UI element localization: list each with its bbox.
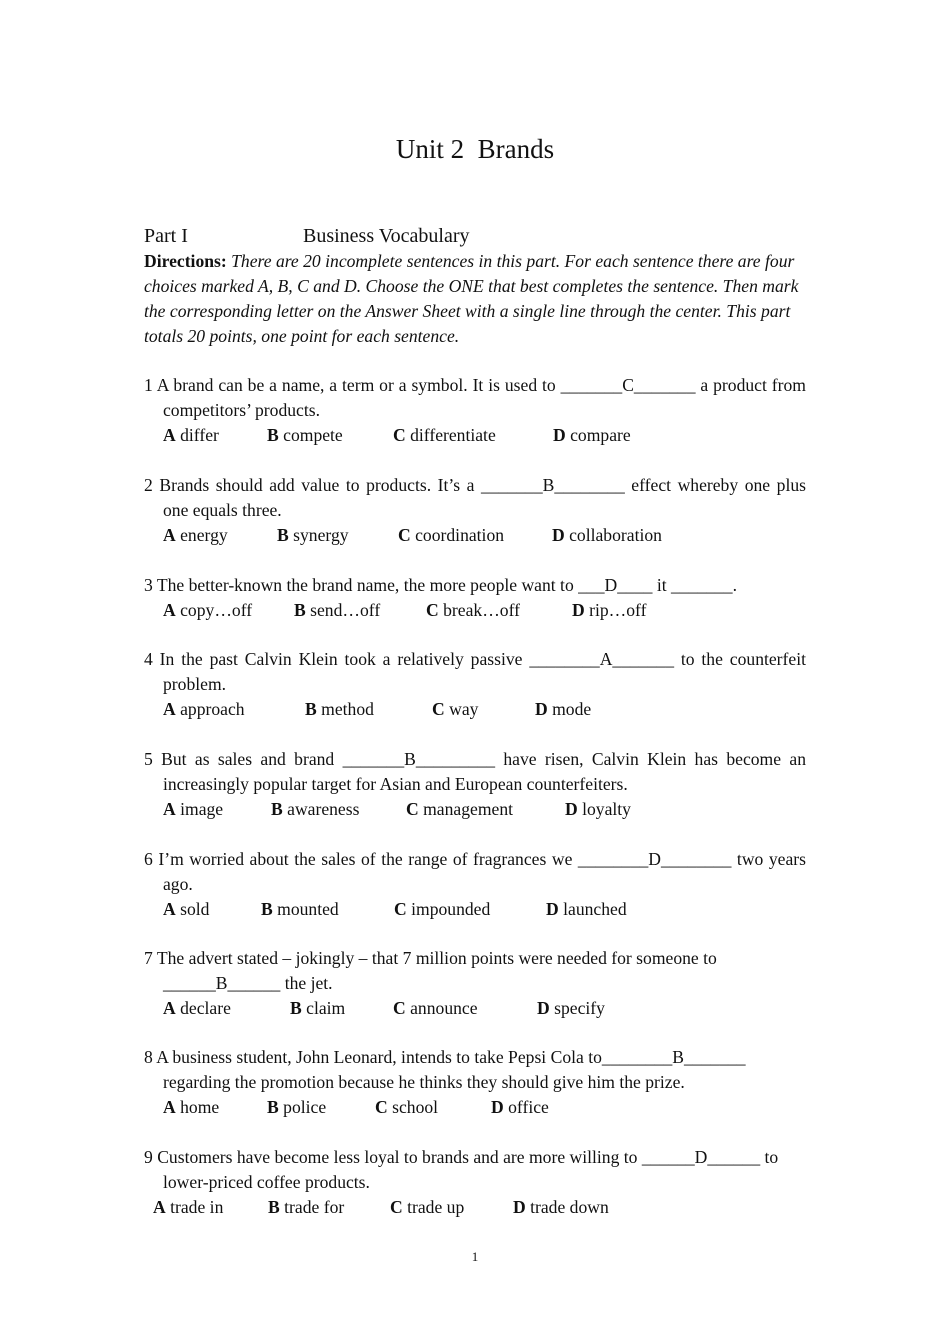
question-4	[144, 647, 806, 722]
option-letter: B	[277, 525, 289, 545]
question-stem: 3 The better-known the brand name, the more people want to ___D____ it _______.	[144, 575, 737, 595]
question-options	[144, 1095, 806, 1120]
option-d	[565, 797, 631, 822]
option-letter: A	[153, 1197, 166, 1217]
directions-text: There are 20 incomplete sentences in this part. For each sentence there are four choices marked A, B, C and D. Choose the ONE that best completes the sentence. Then mark the corresponding letter on the Answer Sheet with a single line through the center. This part totals 20 points, one point for each sentence.	[144, 251, 799, 346]
option-text: sold	[175, 899, 210, 919]
question-options	[144, 423, 806, 448]
option-text: synergy	[288, 525, 349, 545]
option-text: rip…off	[584, 600, 647, 620]
option-letter: A	[163, 425, 176, 445]
option-text: image	[175, 799, 224, 819]
question-stem: 4 In the past Calvin Klein took a relatively passive ________A_______ to the counterfeit problem.	[144, 649, 806, 694]
question-stem: 5 But as sales and brand _______B_________ have risen, Calvin Klein has become an increasingly popular target for Asian and European counterfeiters.	[144, 749, 806, 794]
option-letter: B	[267, 425, 279, 445]
option-b	[305, 697, 374, 722]
option-text: announce	[405, 998, 478, 1018]
option-letter: C	[398, 525, 411, 545]
option-text: collaboration	[564, 525, 662, 545]
option-d	[552, 523, 662, 548]
part-name: Business Vocabulary	[303, 225, 470, 247]
question-stem: 8 A business student, John Leonard, intends to take Pepsi Cola to________B_______ regarding the promotion because he thinks they should give him the prize.	[144, 1047, 746, 1092]
option-d	[572, 598, 646, 623]
option-letter: B	[290, 998, 302, 1018]
directions	[144, 249, 806, 349]
question-6	[144, 847, 806, 922]
option-text: way	[444, 699, 479, 719]
question-stem: 7 The advert stated – jokingly – that 7 million points were needed for someone to ______B______ the jet.	[144, 948, 717, 993]
option-a	[163, 797, 223, 822]
option-letter: B	[261, 899, 273, 919]
option-d	[537, 996, 605, 1021]
option-letter: A	[163, 699, 176, 719]
option-letter: B	[305, 699, 317, 719]
option-letter: B	[268, 1197, 280, 1217]
question-options	[144, 598, 806, 623]
option-text: impounded	[406, 899, 491, 919]
option-letter: A	[163, 998, 176, 1018]
option-letter: A	[163, 899, 176, 919]
option-text: declare	[175, 998, 231, 1018]
option-letter: C	[426, 600, 439, 620]
page-number: 1	[471, 1249, 479, 1264]
option-letter: D	[546, 899, 559, 919]
option-c	[390, 1195, 464, 1220]
option-text: office	[503, 1097, 549, 1117]
option-c	[432, 697, 478, 722]
option-text: home	[175, 1097, 220, 1117]
question-options	[144, 797, 806, 822]
option-letter: C	[390, 1197, 403, 1217]
option-letter: B	[267, 1097, 279, 1117]
option-letter: C	[375, 1097, 388, 1117]
option-text: break…off	[438, 600, 520, 620]
part-label: Part I	[144, 225, 188, 247]
option-a	[163, 523, 228, 548]
option-text: trade up	[402, 1197, 465, 1217]
question-2	[144, 473, 806, 548]
option-text: awareness	[282, 799, 360, 819]
option-text: mounted	[272, 899, 339, 919]
option-text: send…off	[305, 600, 381, 620]
option-text: compare	[565, 425, 631, 445]
question-stem: 6 I’m worried about the sales of the range of fragrances we ________D________ two years ago.	[144, 849, 806, 894]
option-d	[513, 1195, 609, 1220]
option-text: method	[316, 699, 374, 719]
option-text: loyalty	[577, 799, 631, 819]
option-letter: C	[394, 899, 407, 919]
question-8	[144, 1045, 806, 1120]
option-a	[163, 423, 219, 448]
question-options	[144, 697, 806, 722]
option-b	[294, 598, 380, 623]
option-text: energy	[175, 525, 228, 545]
option-b	[290, 996, 345, 1021]
question-7	[144, 946, 806, 1021]
option-letter: D	[553, 425, 566, 445]
option-letter: B	[271, 799, 283, 819]
option-c	[393, 996, 478, 1021]
option-letter: A	[163, 1097, 176, 1117]
part-heading	[144, 223, 469, 249]
option-c	[375, 1095, 438, 1120]
option-text: coordination	[410, 525, 505, 545]
option-b	[271, 797, 359, 822]
option-text: specify	[549, 998, 605, 1018]
option-a	[153, 1195, 223, 1220]
option-letter: D	[565, 799, 578, 819]
option-d	[491, 1095, 549, 1120]
option-text: management	[418, 799, 514, 819]
option-c	[398, 523, 504, 548]
question-options	[144, 1195, 806, 1220]
page-title: Unit 2 Brands	[395, 134, 555, 164]
option-d	[535, 697, 591, 722]
option-letter: C	[393, 425, 406, 445]
option-text: mode	[547, 699, 592, 719]
option-text: school	[387, 1097, 439, 1117]
option-text: trade for	[279, 1197, 345, 1217]
option-c	[406, 797, 513, 822]
option-text: copy…off	[175, 600, 253, 620]
option-letter: D	[572, 600, 585, 620]
option-text: claim	[301, 998, 346, 1018]
option-b	[267, 423, 343, 448]
option-letter: A	[163, 525, 176, 545]
question-stem: 1 A brand can be a name, a term or a symbol. It is used to _______C_______ a product from competitors’ products.	[144, 375, 806, 420]
option-letter: A	[163, 600, 176, 620]
question-3	[144, 573, 806, 623]
option-text: differentiate	[405, 425, 496, 445]
option-text: approach	[175, 699, 245, 719]
question-options	[144, 996, 806, 1021]
question-options	[144, 523, 806, 548]
option-letter: A	[163, 799, 176, 819]
option-text: compete	[278, 425, 343, 445]
option-letter: B	[294, 600, 306, 620]
question-5	[144, 747, 806, 822]
directions-label: Directions:	[144, 251, 227, 271]
question-9	[144, 1145, 806, 1220]
option-c	[394, 897, 490, 922]
option-b	[268, 1195, 344, 1220]
option-a	[163, 598, 252, 623]
option-letter: C	[406, 799, 419, 819]
question-1	[144, 373, 806, 448]
option-d	[546, 897, 627, 922]
option-letter: C	[393, 998, 406, 1018]
option-d	[553, 423, 631, 448]
option-c	[393, 423, 496, 448]
option-a	[163, 996, 231, 1021]
option-text: launched	[558, 899, 627, 919]
option-a	[163, 697, 245, 722]
option-letter: D	[513, 1197, 526, 1217]
option-b	[261, 897, 339, 922]
option-b	[277, 523, 349, 548]
option-letter: D	[552, 525, 565, 545]
option-a	[163, 897, 209, 922]
option-c	[426, 598, 520, 623]
option-letter: D	[491, 1097, 504, 1117]
option-letter: D	[537, 998, 550, 1018]
option-text: differ	[175, 425, 219, 445]
question-stem: 2 Brands should add value to products. It’s a _______B________ effect whereby one plus one equals three.	[144, 475, 806, 520]
option-text: police	[278, 1097, 327, 1117]
option-a	[163, 1095, 219, 1120]
option-letter: C	[432, 699, 445, 719]
question-stem: 9 Customers have become less loyal to brands and are more willing to ______D______ to lower-priced coffee products.	[144, 1147, 779, 1192]
option-b	[267, 1095, 326, 1120]
option-letter: D	[535, 699, 548, 719]
option-text: trade down	[525, 1197, 609, 1217]
question-options	[144, 897, 806, 922]
option-text: trade in	[165, 1197, 224, 1217]
